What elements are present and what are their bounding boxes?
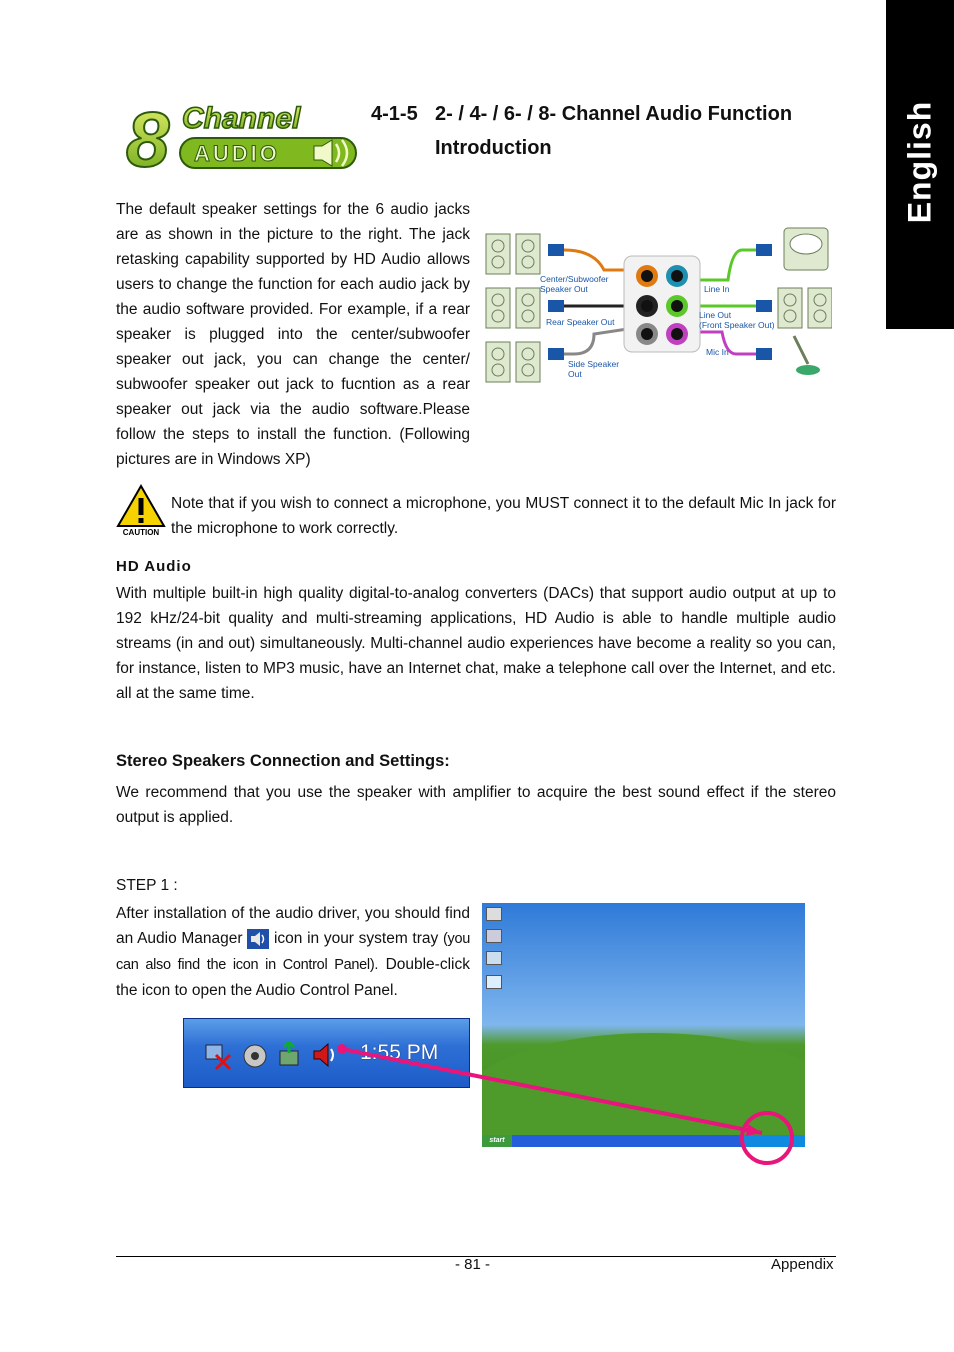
desktop-icon-2[interactable]: [486, 929, 502, 943]
hd-audio-heading: HD Audio: [116, 558, 192, 575]
desktop-icon-1[interactable]: [486, 907, 502, 921]
side-tab-label: English: [901, 100, 938, 224]
logo-digit: 8: [126, 98, 170, 174]
caution-icon: [116, 484, 166, 538]
audio-jack-diagram: [484, 224, 832, 384]
network-error-icon: [204, 1041, 234, 1071]
label-mic-in: Mic In: [706, 347, 729, 357]
speaker-connection-illustration: [484, 224, 832, 384]
step1-label: STEP 1 :: [116, 877, 178, 894]
tray-clock: 1:55 PM: [360, 1041, 439, 1064]
intro-paragraph: The default speaker settings for the 6 audio jacks are as shown in the picture to the right. The jack retasking capability supported by HD Audio allows users to change the function for each audio jack by the audio software provided. For example, if a rear speaker is plugged into the center/subwoofer speaker out jack, you can change the center/ subwoofer speaker out jack to fucntion as a rear speaker out jack via the audio software.Please follow the steps to install the function. (Following pictures are in Windows XP): [116, 201, 470, 468]
logo-word-audio: AUDIO: [194, 141, 280, 166]
audio-manager-icon: [247, 929, 269, 949]
label-line-in: Line In: [704, 284, 730, 294]
hd-audio-text: With multiple built-in high quality digital-to-analog converters (DACs) that support audio output at up to 192 kHz/24-bit quality and multi-streaming applications, HD Audio is able to handle multiple audio streams (in and out) simultaneously. Multi-channel audio experiences have become a reality so you can, for instance, listen to MP3 music, have an Internet chat, make a telephone call over the Internet, and etc. all at the same time.: [116, 585, 836, 702]
desktop-icon-3[interactable]: [486, 951, 502, 965]
section-title-line1: 2- / 4- / 6- / 8- Channel Audio Function: [435, 103, 793, 125]
footer-section: Appendix: [771, 1256, 834, 1273]
section-title: [371, 97, 792, 165]
step1-text: After installation of the audio driver, you should find an Audio Manager icon in your system tray (you can also find the icon in Control Panel). Double-click the icon to open the Audio Control Panel.: [116, 905, 470, 999]
caution-badge: CAUTION: [122, 528, 160, 537]
8-channel-audio-logo: [124, 98, 360, 174]
stereo-heading: Stereo Speakers Connection and Settings:: [116, 752, 450, 770]
language-side-tab: [886, 0, 954, 329]
section-title-line2: Introduction: [435, 137, 552, 159]
logo-word-channel: Channel: [182, 102, 301, 135]
desktop-icon-4[interactable]: [486, 975, 502, 989]
pointer-overlay: [300, 1030, 810, 1170]
label-side-speaker: Side Speaker Out: [568, 359, 620, 379]
start-button[interactable]: start: [482, 1135, 512, 1147]
page-number: - 81 -: [455, 1256, 491, 1273]
caution-text: Note that if you wish to connect a microphone, you MUST connect it to the default Mic In jack for the microphone to work correctly.: [171, 495, 836, 537]
usb-device-icon: [276, 1041, 302, 1069]
label-line-out: Line Out (Front Speaker Out): [699, 310, 775, 330]
speaker-disc-icon: [242, 1043, 268, 1069]
stereo-text: We recommend that you use the speaker with amplifier to acquire the best sound effect if the stereo output is applied.: [116, 784, 836, 826]
label-rear-speaker: Rear Speaker Out: [546, 317, 615, 327]
section-number: 4-1-5: [371, 103, 418, 125]
label-center-subwoofer: Center/Subwoofer Speaker Out: [540, 274, 609, 294]
